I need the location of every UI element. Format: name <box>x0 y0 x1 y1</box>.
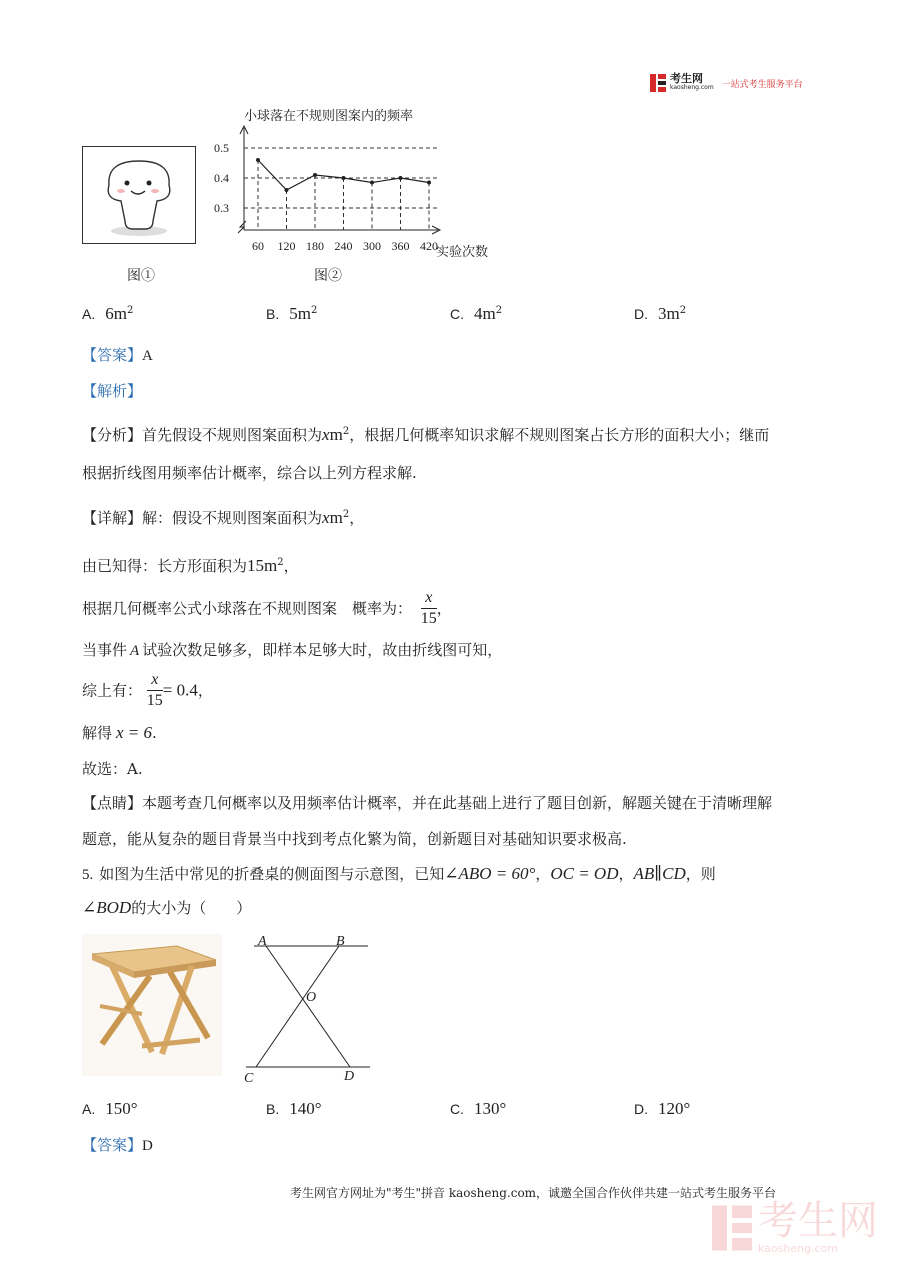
cond-parallel: AB∥CD <box>633 864 686 883</box>
segment-bc <box>256 946 339 1067</box>
label-b: B <box>336 934 345 949</box>
brand-slogan: 一站式考生服务平台 <box>721 79 803 90</box>
fraction-x-over-15 <box>421 588 437 629</box>
brand-domain: kaosheng.com <box>670 84 714 91</box>
q4-event-line <box>82 639 502 662</box>
x-tick-label: 60 <box>252 239 264 253</box>
known-text: 由已知得：长方形面积为 <box>82 557 248 575</box>
data-point <box>399 176 403 180</box>
header-logo <box>650 74 803 92</box>
brand-mark-icon <box>650 74 666 92</box>
option-label: C. <box>450 1101 464 1117</box>
x-tick-label: 240 <box>334 239 353 253</box>
q5-option-c[interactable] <box>450 1099 506 1119</box>
brand-name: 考生网 <box>670 72 703 85</box>
fraction-num: x <box>147 670 163 691</box>
fraction-den: 15 <box>420 610 437 627</box>
geometry-diagram <box>236 930 376 1088</box>
y-tick-label: 0.3 <box>214 201 229 215</box>
dianjing-text-1: 本题考查几何概率以及用频率估计概率，并在此基础上进行了题目创新，解题关键在于清晰理解 <box>142 794 773 812</box>
data-point <box>285 188 289 192</box>
answer-value: D <box>142 1138 153 1154</box>
footer-text: 考生网官方网址为"考生"拼音 kaosheng.com，诚邀全国合作伙伴共建一站式考生服务平台 <box>290 1186 777 1200</box>
q5-answer <box>82 1134 153 1157</box>
option-label: A. <box>82 1101 96 1117</box>
fraction-x-over-15 <box>147 670 163 711</box>
answer-value: A <box>142 348 153 364</box>
data-point <box>313 173 317 177</box>
figure-2-caption: 图② <box>314 268 342 284</box>
figure-1-caption: 图① <box>127 268 155 284</box>
q4-dianjing-line-1 <box>82 792 772 814</box>
xiangjie-text-1a: 解：假设不规则图案面积为 <box>142 509 323 527</box>
angle-bod: ∠BOD <box>82 898 132 917</box>
q5-stem-1a: 如图为生活中常见的折叠桌的侧面图与示意图，已知 <box>99 865 445 883</box>
x-tick-label: 420 <box>420 239 438 253</box>
option-sup: 2 <box>679 305 687 316</box>
var-x: x <box>322 508 330 527</box>
q5-number: 5. <box>82 867 94 883</box>
option-value: 3m <box>658 304 680 323</box>
data-point <box>427 181 431 185</box>
option-label: C. <box>450 306 464 322</box>
xiangjie-tag: 【详解】 <box>82 509 143 527</box>
q4-option-a[interactable] <box>82 304 133 324</box>
fenxi-text-1a: 首先假设不规则图案面积为 <box>142 426 323 444</box>
q4-dianjing-line-2: 题意，能从复杂的题目背景当中找到考点化繁为简，创新题目对基础知识要求极高. <box>82 830 627 848</box>
formula-text: 根据几何概率公式小球落在不规则图案 概率为： <box>82 599 413 618</box>
data-point <box>370 181 374 185</box>
solve-equation: x = 6 <box>116 723 153 742</box>
cond-angle: ∠ABO = 60° <box>444 864 536 883</box>
option-value: 130° <box>474 1099 507 1118</box>
q4-answer <box>82 344 153 367</box>
q5-stem-line-1: 5. 如图为生活中常见的折叠桌的侧面图与示意图，已知∠ABO = 60°，OC = OD，AB∥CD，则 <box>82 864 716 883</box>
option-label: D. <box>634 306 648 322</box>
folding-table-photo <box>82 934 222 1076</box>
data-point <box>342 176 346 180</box>
data-point <box>256 158 260 162</box>
q5-stem-line-2 <box>82 897 251 919</box>
y-tick-label: 0.4 <box>214 171 229 185</box>
xiangjie-text-1b: ， <box>349 509 365 527</box>
q4-sum-line: 综上有： $\frac{x}{15}$ = 0.4， <box>82 671 213 709</box>
q4-fenxi-line-1: 【分析】首先假设不规则图案面积为$xm^2$，根据几何概率知识求解不规则图案占长方形的面积大小；继而 <box>82 425 770 444</box>
x-axis-label: 实验次数 <box>436 245 489 260</box>
q5-option-b[interactable] <box>266 1099 322 1119</box>
q5-stem-1b: ，则 <box>685 865 716 883</box>
fenxi-text-1b: ，根据几何概率知识求解不规则图案占长方形的面积大小；继而 <box>349 426 770 444</box>
answer-tag: 【答案】 <box>82 346 143 364</box>
sum-text: 综上有： <box>82 681 143 700</box>
q4-option-b[interactable] <box>266 304 317 324</box>
unit-m: m <box>329 508 343 527</box>
option-sup: 2 <box>495 305 503 316</box>
event-text-b: 试验次数足够多，即样本足够大时，故由折线图可知， <box>142 641 503 659</box>
segment-ad <box>266 946 350 1067</box>
x-tick-label: 180 <box>306 239 324 253</box>
event-var: A <box>130 643 140 659</box>
known-comma: ， <box>283 557 299 575</box>
option-label: B. <box>266 306 280 322</box>
event-text-a: 当事件 <box>82 641 128 659</box>
label-c: C <box>244 1071 254 1086</box>
dianjing-tag: 【点睛】 <box>82 794 143 812</box>
footer-watermark <box>712 1200 878 1255</box>
fenxi-tag: 【分析】 <box>82 426 143 444</box>
option-value: 6m <box>105 304 127 323</box>
q4-choose-line: 故选：A. <box>82 760 143 778</box>
cond-equal: OC = OD <box>550 864 619 883</box>
known-value: 15m <box>247 556 278 575</box>
axis-break <box>238 221 246 233</box>
q4-xiangjie-line-1: 【详解】解：假设不规则图案面积为$xm^2$， <box>82 508 365 527</box>
x-tick-label: 300 <box>363 239 381 253</box>
option-value: 120° <box>658 1099 691 1118</box>
x-tick-label: 120 <box>277 239 296 253</box>
label-a: A <box>258 934 267 949</box>
answer-tag: 【答案】 <box>82 1136 143 1154</box>
unit-m: m <box>329 425 343 444</box>
option-value: 140° <box>289 1099 322 1118</box>
q4-known-line: 由已知得：长方形面积为$15m^2$， <box>82 556 299 575</box>
q5-stem-2b: 的大小为（ ） <box>131 899 252 917</box>
figure-1-box <box>82 146 196 244</box>
option-value: 4m <box>474 304 496 323</box>
label-d: D <box>344 1069 355 1084</box>
option-label: B. <box>266 1101 280 1117</box>
q5-option-d[interactable] <box>634 1099 690 1119</box>
q4-solve-line: 解得 x = 6. <box>82 723 157 742</box>
solve-text: 解得 <box>82 724 113 742</box>
option-value: 5m <box>289 304 311 323</box>
option-sup: 2 <box>126 305 134 316</box>
cartoon-mascot-icon <box>83 147 195 243</box>
q4-formula-line: 根据几何概率公式小球落在不规则图案 概率为： $\frac{x}{15}$ ， <box>82 589 452 627</box>
option-label: D. <box>634 1101 648 1117</box>
y-tick-label: 0.5 <box>214 141 229 155</box>
q4-fenxi-line-2: 根据折线图用频率估计概率，综合以上列方程求解. <box>82 464 417 482</box>
q4-option-c[interactable] <box>450 304 502 324</box>
option-label: A. <box>82 306 96 322</box>
label-o: O <box>306 990 317 1005</box>
fraction-num: x <box>421 588 437 609</box>
chart-title: 小球落在不规则图案内的频率 <box>244 109 414 124</box>
q4-analysis-tag: 【解析】 <box>82 382 143 400</box>
q4-option-d[interactable] <box>634 304 686 324</box>
var-x: x <box>322 425 330 444</box>
option-sup: 2 <box>310 305 318 316</box>
watermark-name: 考生网 <box>758 1198 878 1244</box>
brand-mark-icon <box>712 1202 752 1254</box>
q5-option-a[interactable] <box>82 1099 138 1119</box>
watermark-domain: kaosheng.com <box>758 1242 839 1255</box>
option-value: 150° <box>105 1099 138 1118</box>
fraction-den: 15 <box>146 692 163 709</box>
sum-equation: = 0.4 <box>162 680 198 700</box>
x-tick-label: 360 <box>391 239 410 253</box>
frequency-line-chart <box>200 100 520 270</box>
